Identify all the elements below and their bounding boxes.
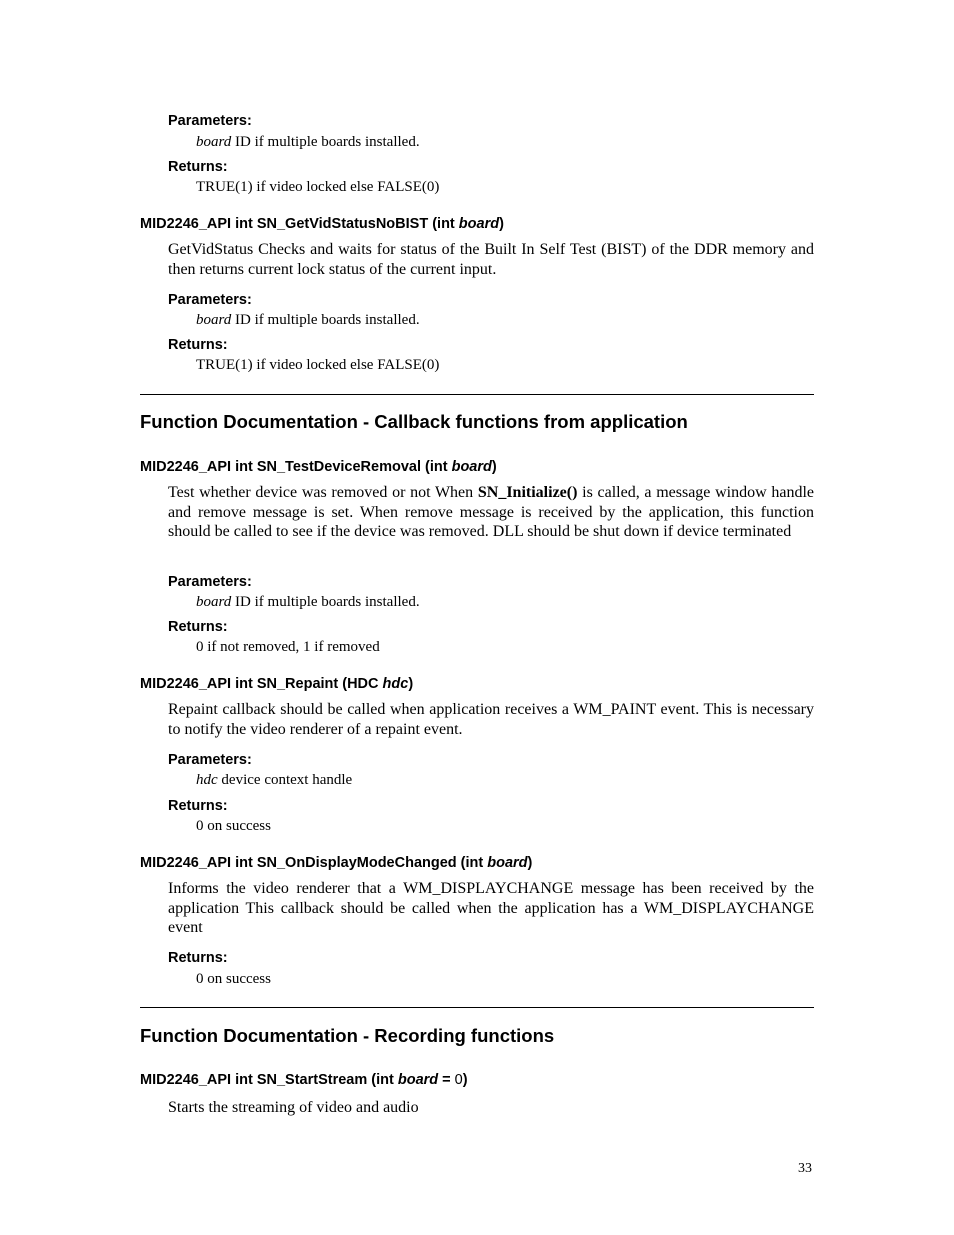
parameters-label: Parameters:	[168, 574, 252, 590]
parameter-name: hdc	[196, 772, 218, 788]
signature-prefix: MID2246_API int SN_Repaint (HDC	[140, 676, 383, 692]
signature-arg: board	[451, 459, 492, 475]
signature-prefix: MID2246_API int SN_TestDeviceRemoval (int	[140, 459, 452, 475]
page-number: 33	[798, 1161, 812, 1176]
returns-label: Returns:	[168, 619, 228, 635]
returns-label: Returns:	[168, 950, 228, 966]
section-divider	[140, 394, 814, 395]
signature-suffix: )	[499, 216, 504, 232]
returns-label: Returns:	[168, 159, 228, 175]
function-signature	[140, 675, 413, 693]
function-description: Informs the video renderer that a WM_DISPLAYCHANGE message has been received by the application This callback should be called when the application has a WM_DISPLAYCHANGE event	[168, 880, 814, 937]
function-signature	[140, 458, 497, 476]
parameter-name: board	[196, 134, 232, 150]
parameters-label: Parameters:	[168, 113, 252, 129]
returns-text: 0 on success	[196, 971, 271, 987]
description-text: is called, a message window handle and remove message is set. When remove message is received by the application, this function should be called to see if the device was removed. DLL should be shut down if device terminated	[168, 484, 815, 541]
parameter-name: board	[196, 312, 232, 328]
signature-arg: board	[487, 855, 528, 871]
parameter-text: device context handle	[217, 772, 353, 788]
signature-arg: hdc	[382, 676, 409, 692]
function-description: Repaint callback should be called when application receives a WM_PAINT event. This is necessary to notify the video renderer of a repaint event.	[168, 701, 814, 738]
signature-prefix: MID2246_API int SN_StartStream (int	[140, 1072, 398, 1088]
section-divider	[140, 1007, 814, 1008]
signature-suffix: )	[491, 459, 497, 475]
section-heading: Function Documentation - Callback functions from application	[140, 411, 688, 432]
function-signature	[140, 854, 532, 872]
signature-prefix: MID2246_API int SN_OnDisplayModeChanged (int	[140, 855, 488, 871]
signature-prefix: MID2246_API int SN_GetVidStatusNoBIST (int	[140, 216, 459, 232]
function-description: GetVidStatus Checks and waits for status of the Built In Self Test (BIST) of the DDR memory and then returns current lock status of the current input.	[168, 241, 814, 278]
function-description	[168, 483, 814, 542]
parameter-text: ID if multiple boards installed.	[231, 594, 420, 610]
signature-arg: board	[397, 1072, 439, 1088]
function-description: Starts the streaming of video and audio	[168, 1099, 419, 1116]
parameters-label: Parameters:	[168, 752, 252, 768]
parameters-label: Parameters:	[168, 292, 252, 308]
function-signature	[140, 215, 504, 233]
parameter-text: ID if multiple boards installed.	[231, 312, 420, 328]
function-signature	[140, 1071, 468, 1089]
description-text: Test whether device was removed or not When	[168, 484, 478, 501]
signature-default-value: 0	[454, 1072, 463, 1088]
function-reference: SN_Initialize()	[477, 484, 578, 501]
parameter-name: board	[196, 594, 232, 610]
returns-text: TRUE(1) if video locked else FALSE(0)	[196, 179, 440, 195]
parameter-description	[196, 771, 352, 789]
returns-text: 0 if not removed, 1 if removed	[196, 639, 380, 655]
signature-suffix: )	[527, 855, 533, 871]
returns-label: Returns:	[168, 798, 228, 814]
returns-text: 0 on success	[196, 818, 271, 834]
returns-text: TRUE(1) if video locked else FALSE(0)	[196, 357, 440, 373]
signature-suffix: )	[462, 1072, 468, 1088]
signature-arg: board	[458, 216, 500, 232]
parameter-description	[196, 593, 420, 611]
parameter-text: ID if multiple boards installed.	[231, 134, 420, 150]
signature-equals: =	[438, 1072, 455, 1088]
signature-suffix: )	[408, 676, 414, 692]
returns-label: Returns:	[168, 337, 228, 353]
parameter-description	[196, 133, 420, 151]
parameter-description	[196, 311, 420, 329]
section-heading: Function Documentation - Recording functions	[140, 1025, 555, 1046]
